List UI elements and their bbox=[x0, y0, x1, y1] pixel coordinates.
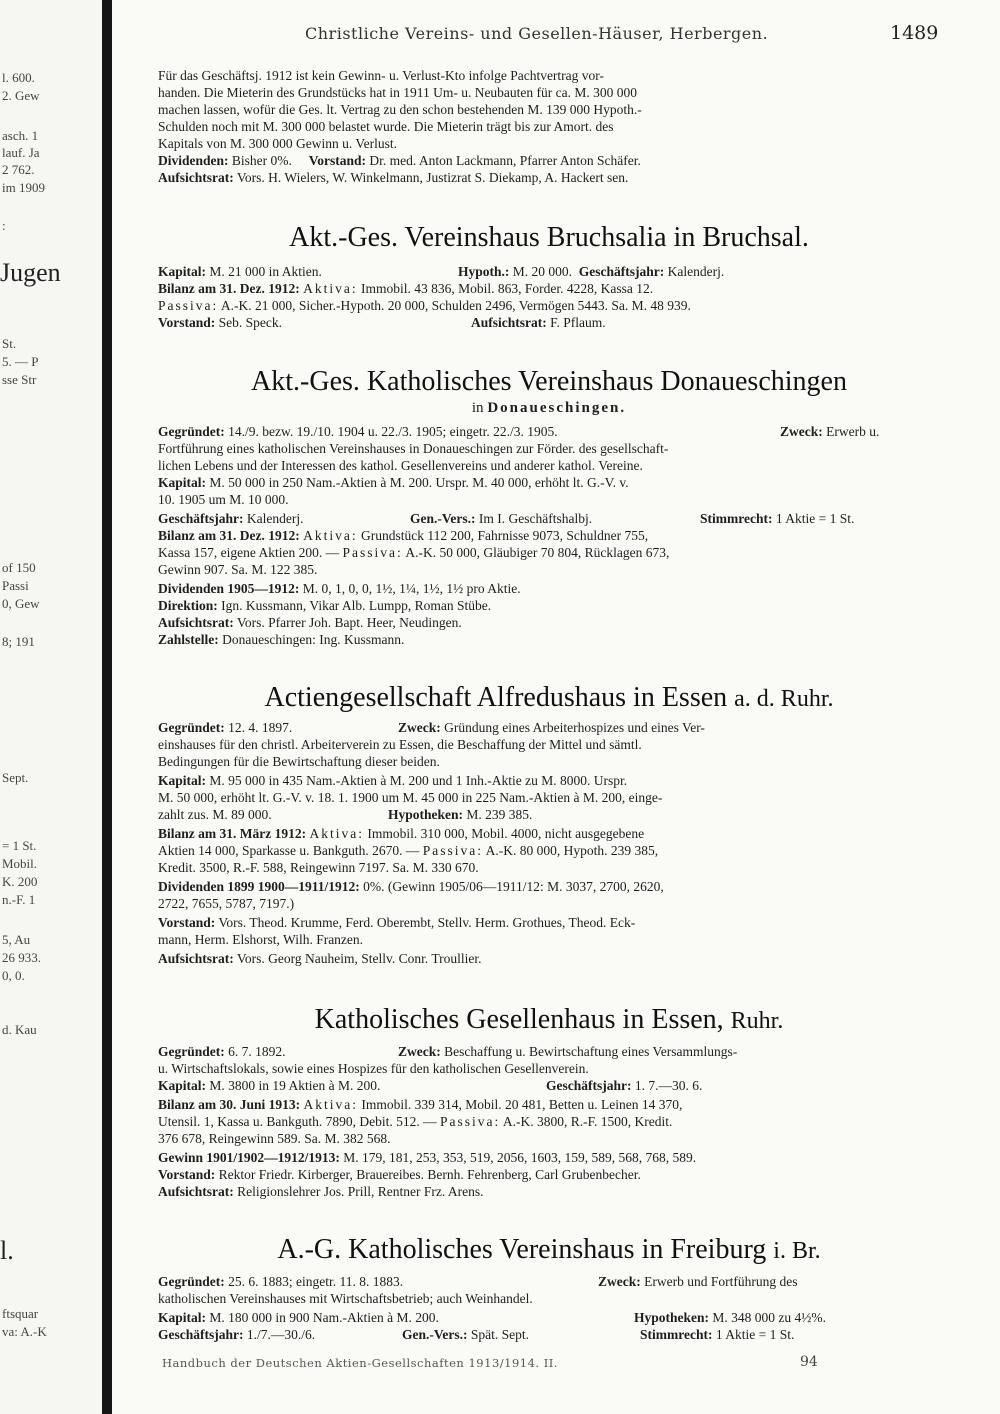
field-label: Zweck: bbox=[780, 424, 823, 439]
field-value: M. 180 000 in 900 Nam.-Aktien à M. 200. bbox=[209, 1310, 439, 1325]
field-label: Aufsichtsrat: bbox=[158, 951, 234, 966]
fragment-text: lauf. Ja bbox=[2, 145, 40, 160]
text-line: Kredit. 3500, R.-F. 588, Reingewinn 7197. Sa. M. 330 670. bbox=[158, 860, 479, 875]
field-label: Vorstand: bbox=[158, 915, 216, 930]
fragment-text: 0, 0. bbox=[2, 968, 25, 983]
text-line bbox=[158, 1078, 380, 1094]
field-value: A.-K. 80 000, Hypoth. 239 385, bbox=[485, 843, 659, 858]
text-line: 376 678, Reingewinn 589. Sa. M. 382 568. bbox=[158, 1131, 391, 1146]
field-label: Aufsichtsrat: bbox=[158, 615, 234, 630]
field-label: Vorstand: bbox=[158, 315, 216, 330]
text-line bbox=[780, 424, 879, 440]
text-line bbox=[158, 720, 292, 736]
text-line bbox=[471, 315, 606, 331]
field-label: Kapital: bbox=[158, 1078, 207, 1093]
field-value: M. 239 385. bbox=[466, 807, 533, 822]
field-label: Bilanz am 31. März 1912: bbox=[158, 826, 307, 841]
field-value: 12. 4. 1897. bbox=[228, 720, 293, 735]
field-label: Kapital: bbox=[158, 773, 207, 788]
fragment-text: Passi bbox=[2, 578, 29, 593]
fragment-text: ftsquar bbox=[2, 1306, 39, 1321]
fragment-text: of 150 bbox=[2, 560, 36, 575]
field-value: Rektor Friedr. Kirberger, Brauereibes. Bernh. Fehrenberg, Carl Grubenbecher. bbox=[218, 1167, 641, 1182]
field-label: Geschäftsjahr: bbox=[158, 511, 244, 526]
field-value: 25. 6. 1883; eingetr. 11. 8. 1883. bbox=[228, 1274, 404, 1289]
entry-heading: Akt.-Ges. Vereinshaus Bruchsalia in Bruchsal. bbox=[289, 222, 809, 253]
field-label: Bilanz am 30. Juni 1913: bbox=[158, 1097, 301, 1112]
heading-main: Katholisches Gesellenhaus in Essen, bbox=[314, 1004, 724, 1035]
field-value: Spät. Sept. bbox=[470, 1327, 530, 1342]
text-line bbox=[158, 807, 272, 823]
field-value: 1 Aktie = 1 St. bbox=[715, 1327, 795, 1342]
text-line bbox=[158, 1167, 641, 1183]
field-label: Aktiva: bbox=[303, 528, 358, 543]
fragment-text: n.-F. 1 bbox=[2, 892, 36, 907]
fragment-text: St. bbox=[2, 336, 17, 351]
text-line bbox=[158, 1184, 483, 1200]
fragment-text: K. 200 bbox=[2, 874, 38, 889]
field-value: M. 50 000 in 250 Nam.-Aktien à M. 200. Urspr. M. 40 000, erhöht lt. G.-V. v. bbox=[209, 475, 629, 490]
text-line: u. Wirtschaftslokals, sowie eines Hospizes für den katholischen Gesellenverein. bbox=[158, 1061, 589, 1076]
field-value: M. 348 000 zu 4½%. bbox=[712, 1310, 827, 1325]
text-line bbox=[458, 264, 724, 280]
entry-subheading bbox=[158, 400, 940, 417]
field-label: Gen.-Vers.: bbox=[402, 1327, 468, 1342]
fragment-text: d. Kau bbox=[2, 1022, 37, 1037]
field-label: Geschäftsjahr: bbox=[578, 264, 665, 279]
text-line bbox=[158, 879, 664, 895]
text-line bbox=[158, 1044, 286, 1060]
fragment-text: 5, Au bbox=[2, 932, 31, 947]
heading-main: Actiengesellschaft Alfredushaus in Essen bbox=[264, 682, 728, 713]
signature-number: 94 bbox=[800, 1354, 818, 1370]
field-value: Religionslehrer Jos. Prill, Rentner Frz. Arens. bbox=[237, 1184, 484, 1199]
entry-heading bbox=[158, 682, 940, 714]
field-label: Aufsichtsrat: bbox=[158, 1184, 234, 1199]
field-label: Direktion: bbox=[158, 598, 218, 613]
text-line bbox=[410, 511, 592, 527]
fragment-text: va: A.-K bbox=[2, 1324, 47, 1339]
field-value: Erwerb und Fortführung des bbox=[644, 1274, 798, 1289]
field-value: 1 Aktie = 1 St. bbox=[775, 511, 855, 526]
text-line bbox=[158, 1327, 315, 1343]
field-value: F. Pflaum. bbox=[550, 315, 606, 330]
text-line bbox=[158, 1310, 439, 1326]
field-value: Seb. Speck. bbox=[218, 315, 283, 330]
field-label: Zweck: bbox=[398, 720, 441, 735]
field-label: Gegründet: bbox=[158, 720, 225, 735]
text-line bbox=[158, 315, 282, 331]
text-line: Kapitals von M. 300 000 Gewinn u. Verlust. bbox=[158, 136, 397, 151]
text-line bbox=[158, 1097, 682, 1113]
field-label: Dividenden 1905—1912: bbox=[158, 581, 300, 596]
text-line bbox=[158, 511, 303, 527]
field-value: Kalenderj. bbox=[246, 511, 304, 526]
field-value: Kassa 157, eigene Aktien 200. — bbox=[158, 545, 340, 560]
text-line bbox=[402, 1327, 529, 1343]
field-label: Zahlstelle: bbox=[158, 632, 219, 647]
field-label: Passiva: bbox=[439, 1114, 501, 1129]
field-label: Gegründet: bbox=[158, 1044, 225, 1059]
heading-tail: a. d. Ruhr. bbox=[734, 686, 834, 712]
text-line bbox=[158, 615, 462, 631]
fragment-text: sse Str bbox=[2, 372, 37, 387]
field-label: Aktiva: bbox=[309, 826, 364, 841]
field-label: Geschäftsjahr: bbox=[546, 1078, 632, 1093]
field-value: M. 21 000 in Aktien. bbox=[209, 264, 322, 279]
text-line: katholischen Vereinshauses mit Wirtschaftsbetrieb; auch Weinhandel. bbox=[158, 1291, 533, 1306]
text-line bbox=[158, 598, 491, 614]
field-label: Stimmrecht: bbox=[700, 511, 773, 526]
field-label: Kapital: bbox=[158, 475, 207, 490]
text-line: mann, Herm. Elshorst, Wilh. Franzen. bbox=[158, 932, 364, 947]
field-value: 0%. (Gewinn 1905/06—1911/12: M. 3037, 2700, 2620, bbox=[363, 879, 664, 894]
field-label: Passiva: bbox=[158, 298, 219, 313]
field-value: Vors. H. Wielers, W. Winkelmann, Justizrat S. Diekamp, A. Hackert sen. bbox=[236, 170, 629, 185]
field-label: Kapital: bbox=[158, 1310, 207, 1325]
text-line: handen. Die Mieterin des Grundstücks hat in 1911 Um- u. Neubauten für ca. M. 300 000 bbox=[158, 85, 638, 100]
field-value: Utensil. 1, Kassa u. Bankguth. 7890, Debit. 512. — bbox=[158, 1114, 437, 1129]
fragment-text: 0, Gew bbox=[2, 596, 40, 611]
page-footer: Handbuch der Deutschen Aktien-Gesellschaften 1913/1914. II. bbox=[162, 1356, 558, 1370]
subheading-prefix: in bbox=[471, 400, 484, 416]
text-line bbox=[398, 1044, 737, 1060]
field-value: Donaueschingen: Ing. Kussmann. bbox=[222, 632, 405, 647]
field-label: Aufsichtsrat: bbox=[158, 170, 234, 185]
fragment-text: = 1 St. bbox=[2, 838, 37, 853]
field-label: Stimmrecht: bbox=[640, 1327, 713, 1342]
fragment-text: l. 600. bbox=[2, 70, 35, 85]
field-value: A.-K. 21 000, Sicher.-Hypoth. 20 000, Schulden 2496, Vermögen 5443. Sa. M. 48 939. bbox=[220, 298, 691, 313]
text-line: Fortführung eines katholischen Vereinshauses in Donaueschingen zur Förder. des gesellschaft- bbox=[158, 441, 669, 456]
text-line bbox=[158, 1150, 696, 1166]
text-line: Schulden noch mit M. 300 000 belastet wurde. Die Mieterin trägt bis zur Amort. des bbox=[158, 119, 614, 134]
fragment-text: 8; 191 bbox=[2, 634, 35, 649]
fragment-text: Sept. bbox=[2, 770, 29, 785]
text-line bbox=[158, 545, 669, 561]
field-value: 1. 7.—30. 6. bbox=[634, 1078, 703, 1093]
fragment-text: 5. — P bbox=[2, 354, 39, 369]
field-label: Gewinn 1901/1902—1912/1913: bbox=[158, 1150, 340, 1165]
fragment-text: Mobil. bbox=[2, 856, 38, 871]
field-value: Beschaffung u. Bewirtschaftung eines Versammlungs- bbox=[444, 1044, 738, 1059]
heading-tail: Ruhr. bbox=[730, 1008, 784, 1034]
text-line bbox=[158, 281, 653, 297]
entry-heading: Akt.-Ges. Katholisches Vereinshaus Donaueschingen bbox=[251, 366, 847, 397]
field-value: M. 20 000. bbox=[512, 264, 573, 279]
entry-heading bbox=[158, 1004, 940, 1036]
text-line bbox=[634, 1310, 826, 1326]
text-line bbox=[388, 807, 532, 823]
field-label: Gegründet: bbox=[158, 1274, 225, 1289]
field-label: Gen.-Vers.: bbox=[410, 511, 476, 526]
text-line: M. 50 000, erhöht lt. G.-V. v. 18. 1. 1900 um M. 45 000 in 225 Nam.-Aktien à M. 200, einge- bbox=[158, 790, 663, 805]
text-line bbox=[398, 720, 705, 736]
text-line: einshauses für den christl. Arbeiterverein zu Essen, die Beschaffung der Mittel und sämtl. bbox=[158, 737, 642, 752]
text-line bbox=[158, 170, 628, 186]
text-line bbox=[158, 153, 641, 169]
text-line bbox=[158, 264, 322, 280]
text-line bbox=[158, 951, 482, 967]
field-label: Vorstand: bbox=[158, 1167, 216, 1182]
text-line bbox=[158, 1114, 672, 1130]
field-label: Vorstand: bbox=[308, 153, 367, 168]
text-line: 2722, 7655, 5787, 7197.) bbox=[158, 896, 295, 911]
field-label: Zweck: bbox=[398, 1044, 441, 1059]
field-value: Erwerb u. bbox=[826, 424, 880, 439]
field-label: Passiva: bbox=[342, 545, 403, 560]
field-value: Immobil. 310 000, Mobil. 4000, nicht ausgegebene bbox=[367, 826, 645, 841]
field-label: Hypotheken: bbox=[634, 1310, 710, 1325]
field-label: Aktiva: bbox=[303, 1097, 359, 1112]
field-value: zahlt zus. M. 89 000. bbox=[158, 807, 272, 822]
text-line bbox=[158, 424, 558, 440]
fragment-text: : bbox=[2, 218, 6, 233]
field-value: M. 3800 in 19 Aktien à M. 200. bbox=[209, 1078, 381, 1093]
text-line bbox=[640, 1327, 794, 1343]
field-value: Immobil. 339 314, Mobil. 20 481, Betten u. Leinen 14 370, bbox=[361, 1097, 683, 1112]
text-line bbox=[158, 843, 658, 859]
field-label: Zweck: bbox=[598, 1274, 641, 1289]
text-line: Gewinn 907. Sa. M. 122 385. bbox=[158, 562, 318, 577]
text-line: 10. 1905 um M. 10 000. bbox=[158, 492, 289, 507]
text-line bbox=[158, 773, 627, 789]
fragment-text: Jugen bbox=[0, 258, 61, 287]
text-line bbox=[158, 1274, 403, 1290]
field-label: Bilanz am 31. Dez. 1912: bbox=[158, 281, 300, 296]
text-line bbox=[158, 826, 644, 842]
field-label: Gegründet: bbox=[158, 424, 225, 439]
left-page-fragment bbox=[0, 0, 104, 1414]
subheading-place: Donaueschingen. bbox=[487, 400, 627, 416]
text-line bbox=[158, 298, 691, 314]
field-label: Geschäftsjahr: bbox=[158, 1327, 244, 1342]
field-value: Vors. Georg Nauheim, Stellv. Conr. Troullier. bbox=[236, 951, 482, 966]
text-line: machen lassen, wofür die Ges. lt. Vertrag zu den schon bestehenden M. 139 000 Hypoth.- bbox=[158, 102, 642, 117]
text-line bbox=[158, 528, 648, 544]
field-value: Vors. Pfarrer Joh. Bapt. Heer, Neudingen. bbox=[236, 615, 462, 630]
text-line bbox=[158, 632, 404, 648]
entry-heading bbox=[158, 1234, 940, 1266]
text-line bbox=[546, 1078, 702, 1094]
text-line bbox=[598, 1274, 797, 1290]
text-line: Für das Geschäftsj. 1912 ist kein Gewinn- u. Verlust-Kto infolge Pachtvertrag vor- bbox=[158, 68, 605, 83]
text-line: Bedingungen für die Bewirtschaftung dieser beiden. bbox=[158, 754, 440, 769]
page-number: 1489 bbox=[890, 22, 939, 44]
field-value: M. 95 000 in 435 Nam.-Aktien à M. 200 und 1 Inh.-Aktie zu M. 8000. Urspr. bbox=[209, 773, 628, 788]
field-value: Ign. Kussmann, Vikar Alb. Lumpp, Roman Stübe. bbox=[221, 598, 492, 613]
field-label: Passiva: bbox=[422, 843, 483, 858]
field-label: Hypotheken: bbox=[388, 807, 464, 822]
field-value: Bisher 0%. bbox=[231, 153, 292, 168]
field-value: M. 179, 181, 253, 353, 519, 2056, 1603, 159, 589, 568, 768, 589. bbox=[343, 1150, 697, 1165]
field-label: Dividenden 1899 1900—1911/1912: bbox=[158, 879, 360, 894]
text-line bbox=[700, 511, 854, 527]
field-value: A.-K. 50 000, Gläubiger 70 804, Rücklagen 673, bbox=[405, 545, 670, 560]
running-title: Christliche Vereins- und Gesellen-Häuser, Herbergen. bbox=[305, 24, 769, 43]
field-value: 6. 7. 1892. bbox=[228, 1044, 286, 1059]
text-line bbox=[158, 475, 629, 491]
field-value: Immobil. 43 836, Mobil. 863, Forder. 4228, Kassa 12. bbox=[360, 281, 654, 296]
field-value: Gründung eines Arbeiterhospizes und eines Ver- bbox=[444, 720, 705, 735]
field-label: Kapital: bbox=[158, 264, 207, 279]
field-value: 1./7.—30./6. bbox=[246, 1327, 316, 1342]
text-line: lichen Lebens und der Interessen des kathol. Gesellenvereins und anderer kathol. Vereine. bbox=[158, 458, 643, 473]
text-line bbox=[158, 581, 521, 597]
fragment-text: asch. 1 bbox=[2, 128, 39, 143]
field-label: Aufsichtsrat: bbox=[471, 315, 547, 330]
field-value: Kalenderj. bbox=[667, 264, 725, 279]
field-value: Im I. Geschäftshalbj. bbox=[478, 511, 593, 526]
fragment-text: l. bbox=[0, 1236, 14, 1265]
field-label: Aktiva: bbox=[303, 281, 358, 296]
fragment-text: 2. Gew bbox=[2, 88, 40, 103]
heading-tail: i. Br. bbox=[773, 1238, 821, 1264]
field-value: A.-K. 3800, R.-F. 1500, Kredit. bbox=[502, 1114, 673, 1129]
field-label: Bilanz am 31. Dez. 1912: bbox=[158, 528, 300, 543]
fragment-text: 2 762. bbox=[2, 162, 35, 177]
fragment-text: 26 933. bbox=[2, 950, 41, 965]
field-value: Vors. Theod. Krumme, Ferd. Oberembt, Stellv. Herm. Grothues, Theod. Eck- bbox=[218, 915, 636, 930]
field-value: 14./9. bezw. 19./10. 1904 u. 22./3. 1905; eingetr. 22./3. 1905. bbox=[228, 424, 558, 439]
fragment-text: im 1909 bbox=[2, 180, 45, 195]
field-value: M. 0, 1, 0, 0, 1½, 1¼, 1½, 1½ pro Aktie. bbox=[302, 581, 521, 596]
field-value: Grundstück 112 200, Fahrnisse 9073, Schuldner 755, bbox=[360, 528, 649, 543]
heading-main: A.-G. Katholisches Vereinshaus in Freiburg bbox=[277, 1234, 767, 1265]
field-label: Hypoth.: bbox=[458, 264, 510, 279]
text-line bbox=[158, 915, 635, 931]
field-label: Dividenden: bbox=[158, 153, 229, 168]
field-value: Dr. med. Anton Lackmann, Pfarrer Anton Schäfer. bbox=[369, 153, 641, 168]
field-value: Aktien 14 000, Sparkasse u. Bankguth. 2670. — bbox=[158, 843, 420, 858]
binding-gutter bbox=[102, 0, 112, 1414]
